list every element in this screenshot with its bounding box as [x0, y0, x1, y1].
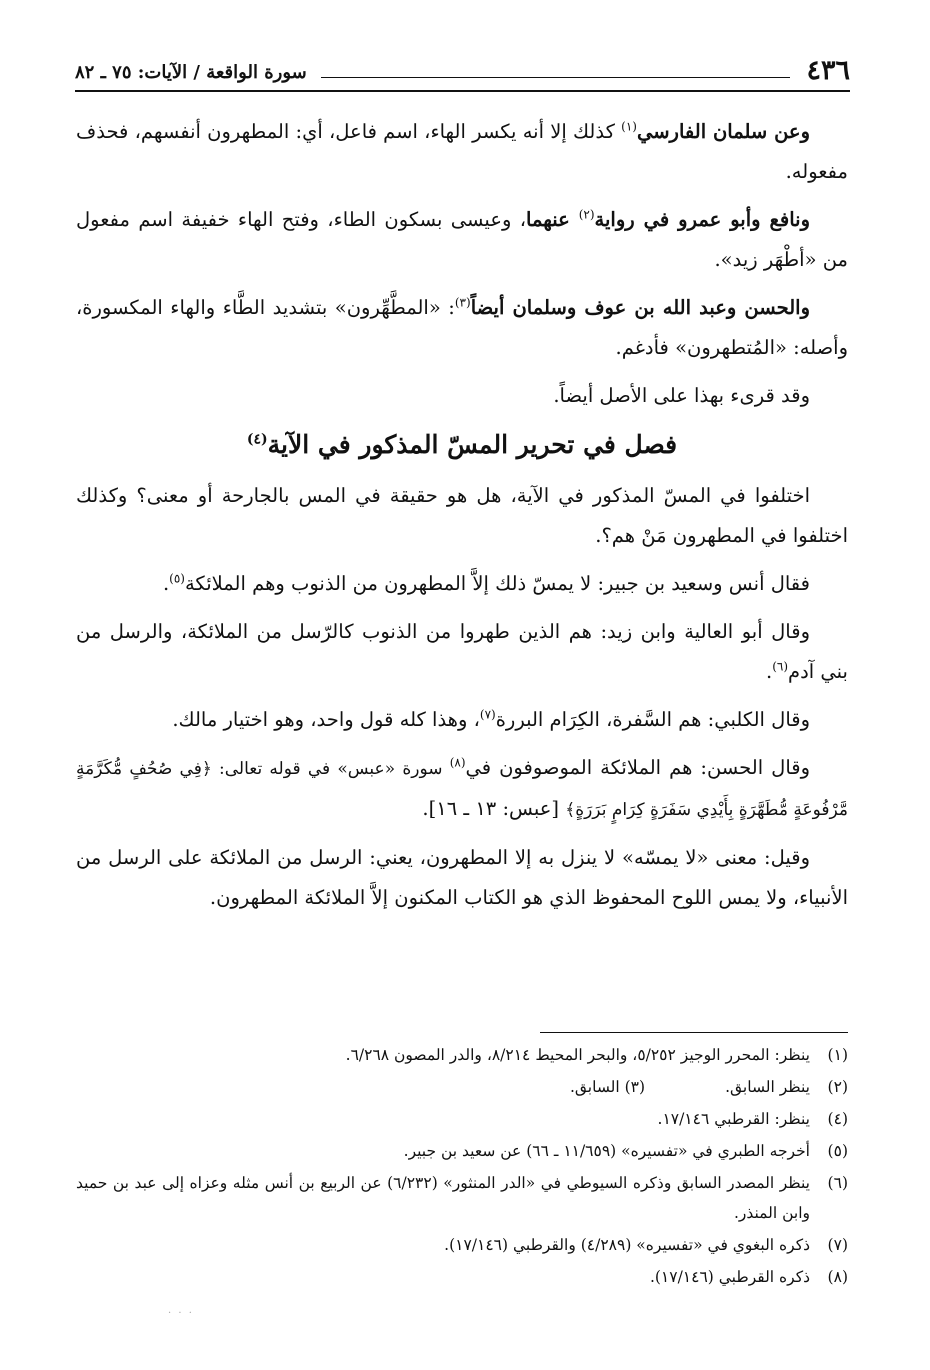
footnote-text: ينظر: القرطبي ١٧/١٤٦. — [657, 1110, 810, 1128]
footnote-item — [76, 1230, 848, 1260]
page-header — [75, 44, 850, 88]
paragraph-text: وقد قرىء بهذا على الأصل أيضاً. — [553, 384, 810, 407]
header-leader-line — [321, 77, 791, 78]
paragraph-text: وقيل: معنى «لا يمسّه» لا ينزل به إلا المطهرون، يعني: الرسل من الملائكة على الرسل من الأنبياء، ولا يمس اللوح المحفوظ الذي هو الكتاب المكنون إلاَّ الملائكة المطهرون. — [76, 846, 848, 909]
paragraph-2 — [76, 200, 848, 280]
footnote-text: ينظر: المحرر الوجيز ٥/٢٥٢، والبحر المحيط ٨/٢١٤، والدر المصون ٦/٢٦٨. — [345, 1046, 810, 1064]
paragraph-text: كذلك إلا أنه يكسر الهاء، اسم فاعل، أي: المطهرون أنفسهم، فحذف مفعوله. — [76, 120, 848, 183]
verse-reference: [عبس: ١٣ ـ ١٦]. — [422, 797, 566, 820]
paragraph-end: . — [162, 572, 170, 595]
section-heading — [76, 424, 848, 466]
paragraph-text: : «المطَّهِّرون» بتشديد الطَّاء والهاء المكسورة، وأصله: «المُتطهرون» فأدغم. — [76, 296, 848, 359]
footnote-item — [76, 1262, 848, 1292]
reader-name: وعن سلمان الفارسي — [636, 120, 810, 143]
footnote-ref[interactable]: (٥) — [169, 571, 185, 586]
header-rule — [75, 90, 850, 92]
footnote-number: (٢) — [827, 1078, 848, 1096]
running-head: سورة الواقعة / الآيات: ٧٥ ـ ٨٢ — [75, 62, 307, 83]
paragraph-3 — [76, 288, 848, 368]
paragraph-10 — [76, 838, 848, 918]
paragraph-text: ، وهذا كله قول واحد، وهو اختيار مالك. — [172, 708, 480, 731]
paragraph-5 — [76, 476, 848, 556]
footnote-ref[interactable]: (٢) — [578, 207, 595, 222]
footnote-item — [76, 1040, 848, 1070]
footnote-text-row — [76, 1072, 810, 1102]
footnote-text: ينظر المصدر السابق وذكره السيوطي في «الدر المنثور» (٦/٢٣٢) عن الربيع بن أنس مثله وعزاه إلى عبد بن حميد وابن المنذر. — [76, 1174, 810, 1222]
paragraph-end: . — [766, 660, 773, 683]
paragraph-text: ، وعيسى بسكون الطاء، وفتح الهاء خفيفة اسم مفعول من «أطْهَر زيد». — [76, 208, 848, 271]
footnote-number: (٧) — [827, 1236, 848, 1254]
quran-verse: سورة «عبس» في قوله تعالى: ﴿فِي صُحُفٍ مُّكَرَّمَةٍ مَّرْفُوعَةٍ مُّطَهَّرَةٍ بِأَيْدِي سَفَرَةٍ كِرَامٍ بَرَرَةٍ﴾ — [76, 759, 848, 820]
footnote-text: ذكره القرطبي (١٧/١٤٦). — [649, 1268, 810, 1286]
footnote-item — [76, 1136, 848, 1166]
reader-name: والحسن وعبد الله بن عوف وسلمان أيضاً — [470, 296, 810, 319]
footnote-item — [76, 1104, 848, 1134]
page-number: ٤٣٦ — [806, 55, 850, 86]
paragraph-text: فقال أنس وسعيد بن جبير: لا يمسّ ذلك إلاَّ المطهرون من الذنوب وهم الملائكة — [184, 572, 810, 595]
footnote-item — [76, 1072, 848, 1102]
paragraph-6 — [76, 564, 848, 604]
footnote-number: (٤) — [827, 1110, 848, 1128]
paragraph-4 — [76, 376, 848, 416]
paragraph-text: وقال أبو العالية وابن زيد: هم الذين طهروا من الذنوب كالرّسل من الملائكة، والرسل من بني آدم — [76, 620, 848, 683]
footnote-ref[interactable]: (٣) — [454, 295, 471, 310]
footnote-ref[interactable]: (٦) — [772, 659, 789, 674]
paragraph-9 — [76, 748, 848, 830]
footnote-number: (٥) — [827, 1142, 848, 1160]
reader-name: عنهما — [526, 208, 579, 231]
paragraph-1 — [76, 112, 848, 192]
paragraph-8 — [76, 700, 848, 740]
paragraph-7 — [76, 612, 848, 692]
footnote-ref[interactable]: (٨) — [449, 755, 466, 770]
reader-name: ونافع وأبو عمرو في رواية — [594, 208, 810, 231]
footnote-ref[interactable]: (١) — [621, 119, 637, 134]
footnote-separator — [540, 1032, 848, 1033]
main-text — [76, 112, 848, 926]
footnote-text: ذكره البغوي في «تفسيره» (٤/٢٨٩) والقرطبي (١٧/١٤٦). — [444, 1236, 810, 1254]
paragraph-text: اختلفوا في المسّ المذكور في الآية، هل هو حقيقة في المس بالجارحة أو معنى؟ وكذلك اختلفوا في المطهرون مَنْ هم؟. — [76, 484, 848, 547]
scan-smudge: · · · — [168, 1308, 194, 1319]
footnote-text: أخرجه الطبري في «تفسيره» (١١/٦٥٩ ـ ٦٦) عن سعيد بن جبير. — [403, 1142, 810, 1160]
footnote-number: (٨) — [827, 1268, 848, 1286]
footnote-text: (٣) السابق. — [569, 1078, 646, 1096]
paragraph-text: وقال الكلبي: هم السَّفرة، الكِرَام البررة — [495, 708, 810, 731]
paragraph-text: وقال الحسن: هم الملائكة الموصوفون في — [465, 756, 810, 779]
footnotes — [76, 1040, 848, 1294]
heading-text: فصل في تحرير المسّ المذكور في الآية — [267, 430, 678, 459]
footnote-ref[interactable]: (٧) — [479, 707, 496, 722]
footnote-number: (١) — [827, 1046, 848, 1064]
footnote-text: ينظر السابق. — [725, 1078, 810, 1096]
footnote-item — [76, 1168, 848, 1228]
footnote-number: (٦) — [827, 1174, 848, 1192]
footnote-ref[interactable]: (٤) — [246, 431, 268, 448]
